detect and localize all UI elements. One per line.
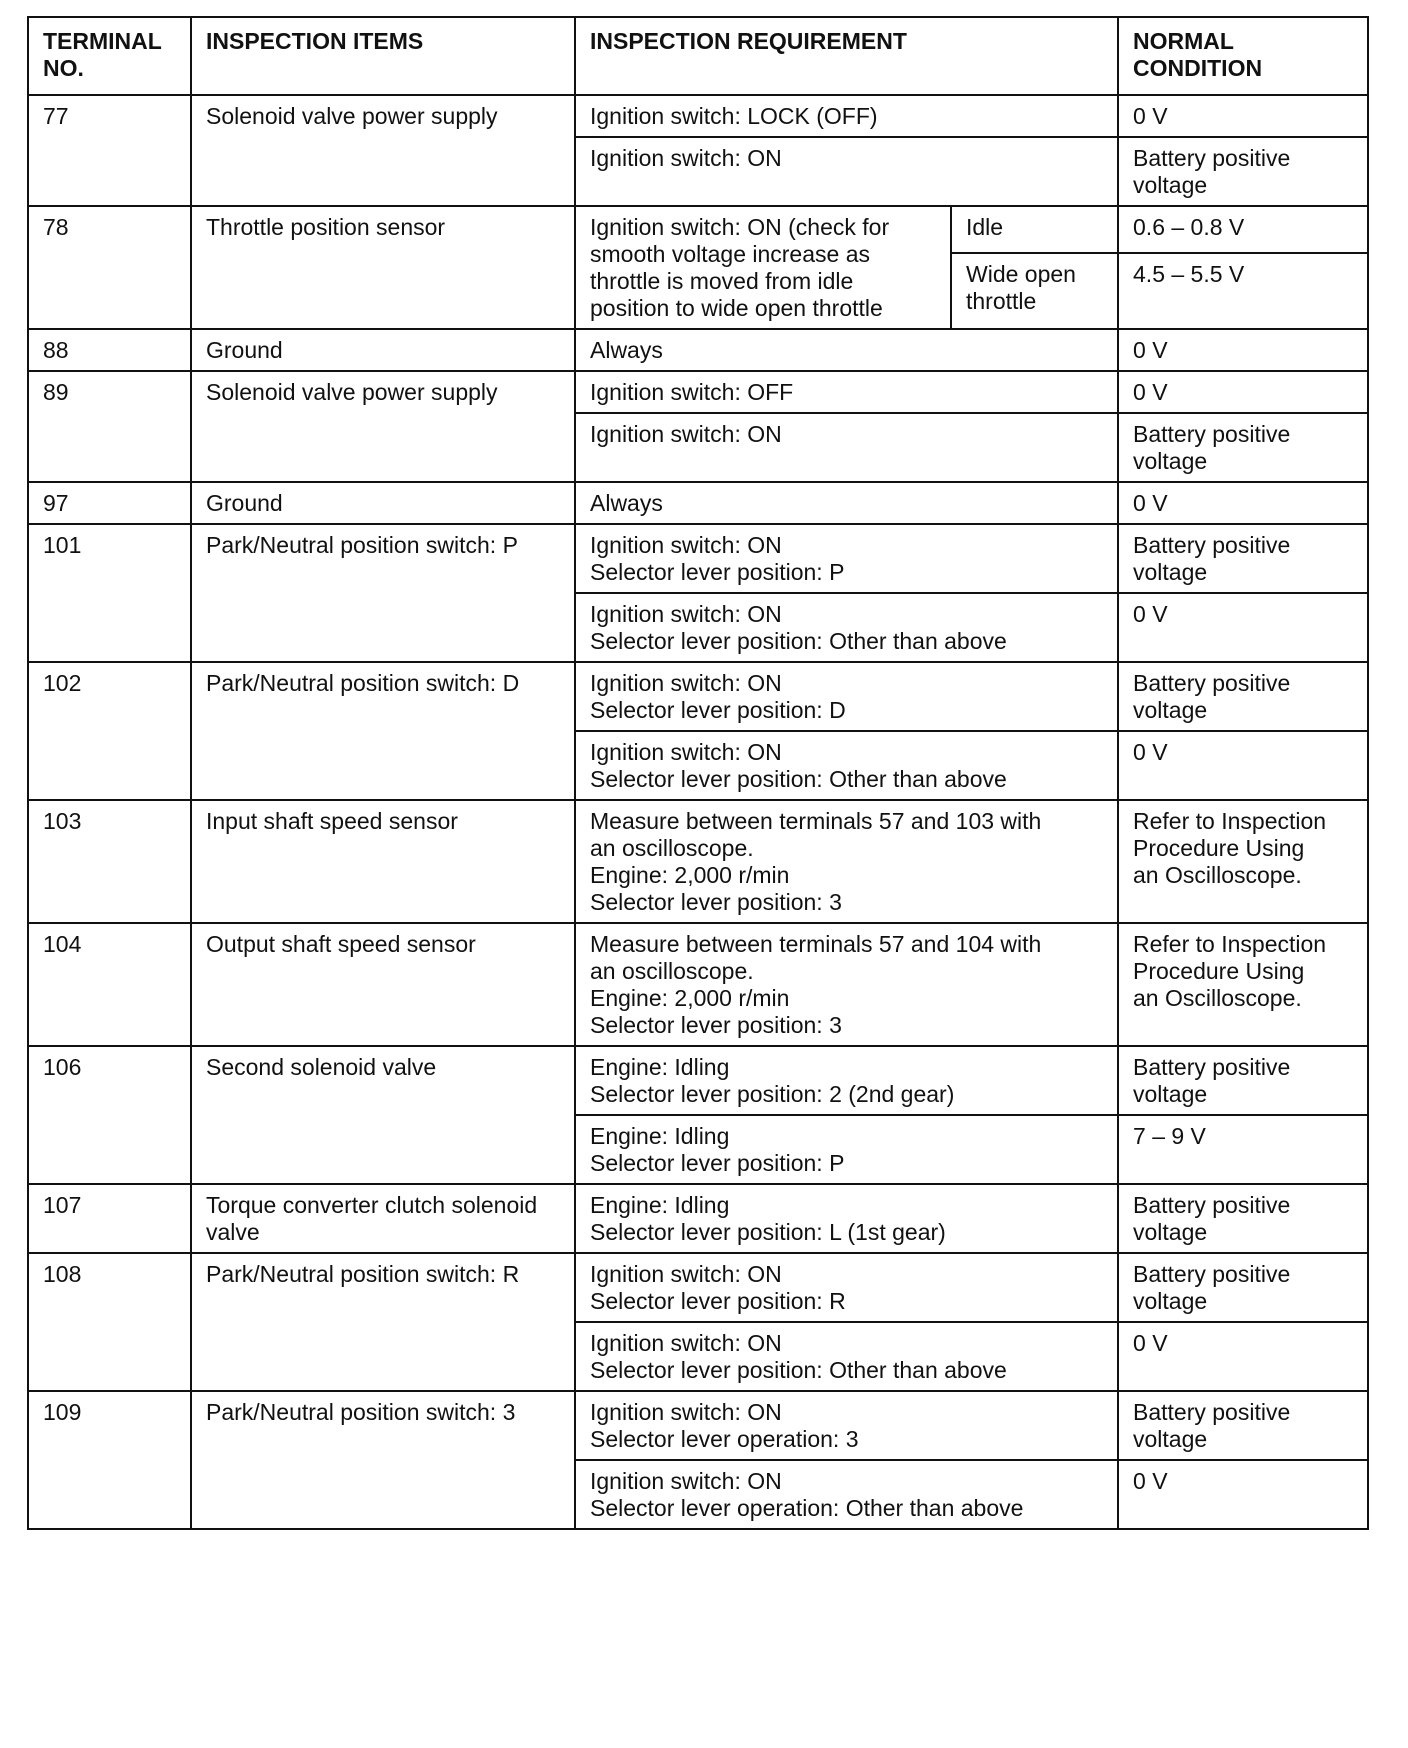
inspection-requirement <box>575 800 1118 923</box>
table-row <box>28 95 1368 137</box>
cell-line: voltage <box>1133 697 1208 723</box>
cell-line: voltage <box>1133 1219 1208 1245</box>
cell-line: voltage <box>1133 448 1208 474</box>
terminal-number: 102 <box>28 662 191 800</box>
cell-line: Battery positive <box>1133 1261 1291 1287</box>
normal-condition <box>1118 1253 1368 1322</box>
cell-line: Engine: Idling <box>590 1123 730 1149</box>
cell-line: voltage <box>1133 1081 1208 1107</box>
normal-condition <box>1118 800 1368 923</box>
header-normal-condition: NORMAL CONDITION <box>1118 17 1368 95</box>
terminal-number: 89 <box>28 371 191 482</box>
cell-line: Engine: 2,000 r/min <box>590 985 790 1011</box>
header-terminal-no: TERMINAL NO. <box>28 17 191 95</box>
cell-line: Measure between terminals 57 and 104 with <box>590 931 1042 957</box>
terminal-number: 107 <box>28 1184 191 1253</box>
terminal-number: 77 <box>28 95 191 206</box>
inspection-item: Input shaft speed sensor <box>191 800 575 923</box>
inspection-requirement <box>575 137 1118 206</box>
normal-condition <box>1118 1184 1368 1253</box>
normal-condition <box>1118 593 1368 662</box>
cell-line: Selector lever position: R <box>590 1288 846 1314</box>
inspection-requirement <box>575 923 1118 1046</box>
cell-line: Selector lever operation: Other than above <box>590 1495 1024 1521</box>
inspection-requirement <box>575 1184 1118 1253</box>
cell-line: Ignition switch: OFF <box>590 379 794 405</box>
inspection-item: Solenoid valve power supply <box>191 371 575 482</box>
terminal-inspection-table <box>27 16 1369 1530</box>
cell-line: smooth voltage increase as <box>590 241 870 267</box>
inspection-requirement <box>575 731 1118 800</box>
inspection-requirement <box>575 413 1118 482</box>
cell-line: 0 V <box>1133 490 1168 516</box>
table-row <box>28 1184 1368 1253</box>
inspection-item: Ground <box>191 482 575 524</box>
normal-condition <box>1118 662 1368 731</box>
normal-condition <box>1118 923 1368 1046</box>
table-row <box>28 482 1368 524</box>
cell-line: Selector lever position: D <box>590 697 846 723</box>
requirement-sub-condition <box>951 206 1118 253</box>
cell-line: Ignition switch: ON <box>590 421 782 447</box>
normal-condition <box>1118 371 1368 413</box>
cell-line: 0.6 – 0.8 V <box>1133 214 1245 240</box>
table-body <box>28 95 1368 1529</box>
normal-condition <box>1118 95 1368 137</box>
normal-condition <box>1118 524 1368 593</box>
terminal-number: 108 <box>28 1253 191 1391</box>
cell-line: Always <box>590 337 663 363</box>
cell-line: 0 V <box>1133 1330 1168 1356</box>
terminal-number: 101 <box>28 524 191 662</box>
normal-condition <box>1118 731 1368 800</box>
cell-line: Ignition switch: ON <box>590 601 782 627</box>
cell-line: Measure between terminals 57 and 103 with <box>590 808 1042 834</box>
table-row <box>28 524 1368 593</box>
cell-line: Selector lever position: L (1st gear) <box>590 1219 946 1245</box>
cell-line: throttle <box>966 287 1037 314</box>
terminal-number: 103 <box>28 800 191 923</box>
inspection-item: Park/Neutral position switch: 3 <box>191 1391 575 1529</box>
terminal-number: 106 <box>28 1046 191 1184</box>
requirement-sub-condition <box>951 253 1118 329</box>
inspection-requirement <box>575 1115 1118 1184</box>
cell-line: Selector lever position: Other than above <box>590 1357 1007 1383</box>
cell-line: Ignition switch: ON <box>590 1330 782 1356</box>
table-row <box>28 800 1368 923</box>
table-row <box>28 329 1368 371</box>
cell-line: Ignition switch: ON (check for <box>590 214 890 240</box>
cell-line: Wide open <box>966 260 1076 287</box>
cell-line: Battery positive <box>1133 532 1291 558</box>
cell-line: Selector lever position: 3 <box>590 1012 842 1038</box>
cell-line: Ignition switch: LOCK (OFF) <box>590 103 878 129</box>
cell-line: Ignition switch: ON <box>590 739 782 765</box>
normal-condition <box>1118 253 1368 329</box>
terminal-number: 104 <box>28 923 191 1046</box>
inspection-requirement <box>575 206 951 329</box>
cell-line: Engine: Idling <box>590 1192 730 1218</box>
inspection-item: Torque converter clutch solenoid valve <box>191 1184 575 1253</box>
normal-condition <box>1118 1115 1368 1184</box>
inspection-requirement <box>575 524 1118 593</box>
cell-line: Ignition switch: ON <box>590 670 782 696</box>
inspection-requirement <box>575 593 1118 662</box>
cell-line: 0 V <box>1133 601 1168 627</box>
cell-line: Always <box>590 490 663 516</box>
cell-line: Battery positive <box>1133 670 1291 696</box>
inspection-requirement <box>575 371 1118 413</box>
header-inspection-requirement: INSPECTION REQUIREMENT <box>575 17 1118 95</box>
inspection-requirement <box>575 1460 1118 1529</box>
cell-line: Selector lever operation: 3 <box>590 1426 859 1452</box>
cell-line: voltage <box>1133 559 1208 585</box>
terminal-number: 88 <box>28 329 191 371</box>
cell-line: Selector lever position: Other than above <box>590 628 1007 654</box>
normal-condition <box>1118 482 1368 524</box>
normal-condition <box>1118 1391 1368 1460</box>
cell-line: Battery positive <box>1133 145 1291 171</box>
inspection-requirement <box>575 1391 1118 1460</box>
cell-line: Battery positive <box>1133 1192 1291 1218</box>
cell-line: an Oscilloscope. <box>1133 985 1302 1011</box>
table-row <box>28 1046 1368 1115</box>
inspection-item: Throttle position sensor <box>191 206 575 329</box>
normal-condition <box>1118 1460 1368 1529</box>
table-row <box>28 371 1368 413</box>
normal-condition <box>1118 329 1368 371</box>
table-row <box>28 923 1368 1046</box>
cell-line: Selector lever position: P <box>590 1150 845 1176</box>
table-row <box>28 206 1368 253</box>
header-inspection-items: INSPECTION ITEMS <box>191 17 575 95</box>
cell-line: Ignition switch: ON <box>590 1261 782 1287</box>
cell-line: voltage <box>1133 1426 1208 1452</box>
inspection-requirement <box>575 95 1118 137</box>
cell-line: 4.5 – 5.5 V <box>1133 260 1245 287</box>
cell-line: Battery positive <box>1133 421 1291 447</box>
normal-condition <box>1118 1322 1368 1391</box>
cell-line: Ignition switch: ON <box>590 1468 782 1494</box>
inspection-requirement <box>575 329 1118 371</box>
inspection-item: Park/Neutral position switch: P <box>191 524 575 662</box>
terminal-number: 109 <box>28 1391 191 1529</box>
cell-line: 0 V <box>1133 739 1168 765</box>
inspection-requirement <box>575 1046 1118 1115</box>
cell-line: an oscilloscope. <box>590 835 754 861</box>
cell-line: Battery positive <box>1133 1054 1291 1080</box>
cell-line: Engine: 2,000 r/min <box>590 862 790 888</box>
inspection-requirement <box>575 1253 1118 1322</box>
cell-line: an Oscilloscope. <box>1133 862 1302 888</box>
cell-line: Battery positive <box>1133 1399 1291 1425</box>
cell-line: Ignition switch: ON <box>590 145 782 171</box>
normal-condition <box>1118 137 1368 206</box>
normal-condition <box>1118 413 1368 482</box>
cell-line: Idle <box>966 214 1004 240</box>
table-row <box>28 1391 1368 1460</box>
inspection-requirement <box>575 662 1118 731</box>
inspection-item: Output shaft speed sensor <box>191 923 575 1046</box>
inspection-item: Solenoid valve power supply <box>191 95 575 206</box>
cell-line: Refer to Inspection <box>1133 931 1327 957</box>
inspection-requirement <box>575 1322 1118 1391</box>
cell-line: Ignition switch: ON <box>590 532 782 558</box>
cell-line: Selector lever position: Other than above <box>590 766 1007 792</box>
cell-line: 7 – 9 V <box>1133 1123 1206 1149</box>
cell-line: throttle is moved from idle <box>590 268 854 294</box>
cell-line: 0 V <box>1133 1468 1168 1494</box>
cell-line: an oscilloscope. <box>590 958 754 984</box>
inspection-item: Second solenoid valve <box>191 1046 575 1184</box>
table-row <box>28 662 1368 731</box>
cell-line: Procedure Using <box>1133 835 1305 861</box>
inspection-table-container <box>27 16 1367 1530</box>
terminal-number: 78 <box>28 206 191 329</box>
cell-line: Selector lever position: 3 <box>590 889 842 915</box>
cell-line: 0 V <box>1133 103 1168 129</box>
inspection-item: Park/Neutral position switch: D <box>191 662 575 800</box>
inspection-item: Ground <box>191 329 575 371</box>
cell-line: Selector lever position: P <box>590 559 845 585</box>
cell-line: voltage <box>1133 1288 1208 1314</box>
table-header-row <box>28 17 1368 95</box>
terminal-number: 97 <box>28 482 191 524</box>
cell-line: Selector lever position: 2 (2nd gear) <box>590 1081 955 1107</box>
cell-line: 0 V <box>1133 337 1168 363</box>
cell-line: Procedure Using <box>1133 958 1305 984</box>
table-row <box>28 1253 1368 1322</box>
normal-condition <box>1118 1046 1368 1115</box>
normal-condition <box>1118 206 1368 253</box>
cell-line: 0 V <box>1133 379 1168 405</box>
cell-line: voltage <box>1133 172 1208 198</box>
inspection-requirement <box>575 482 1118 524</box>
cell-line: Ignition switch: ON <box>590 1399 782 1425</box>
cell-line: Engine: Idling <box>590 1054 730 1080</box>
cell-line: position to wide open throttle <box>590 295 883 321</box>
cell-line: Refer to Inspection <box>1133 808 1327 834</box>
inspection-item: Park/Neutral position switch: R <box>191 1253 575 1391</box>
